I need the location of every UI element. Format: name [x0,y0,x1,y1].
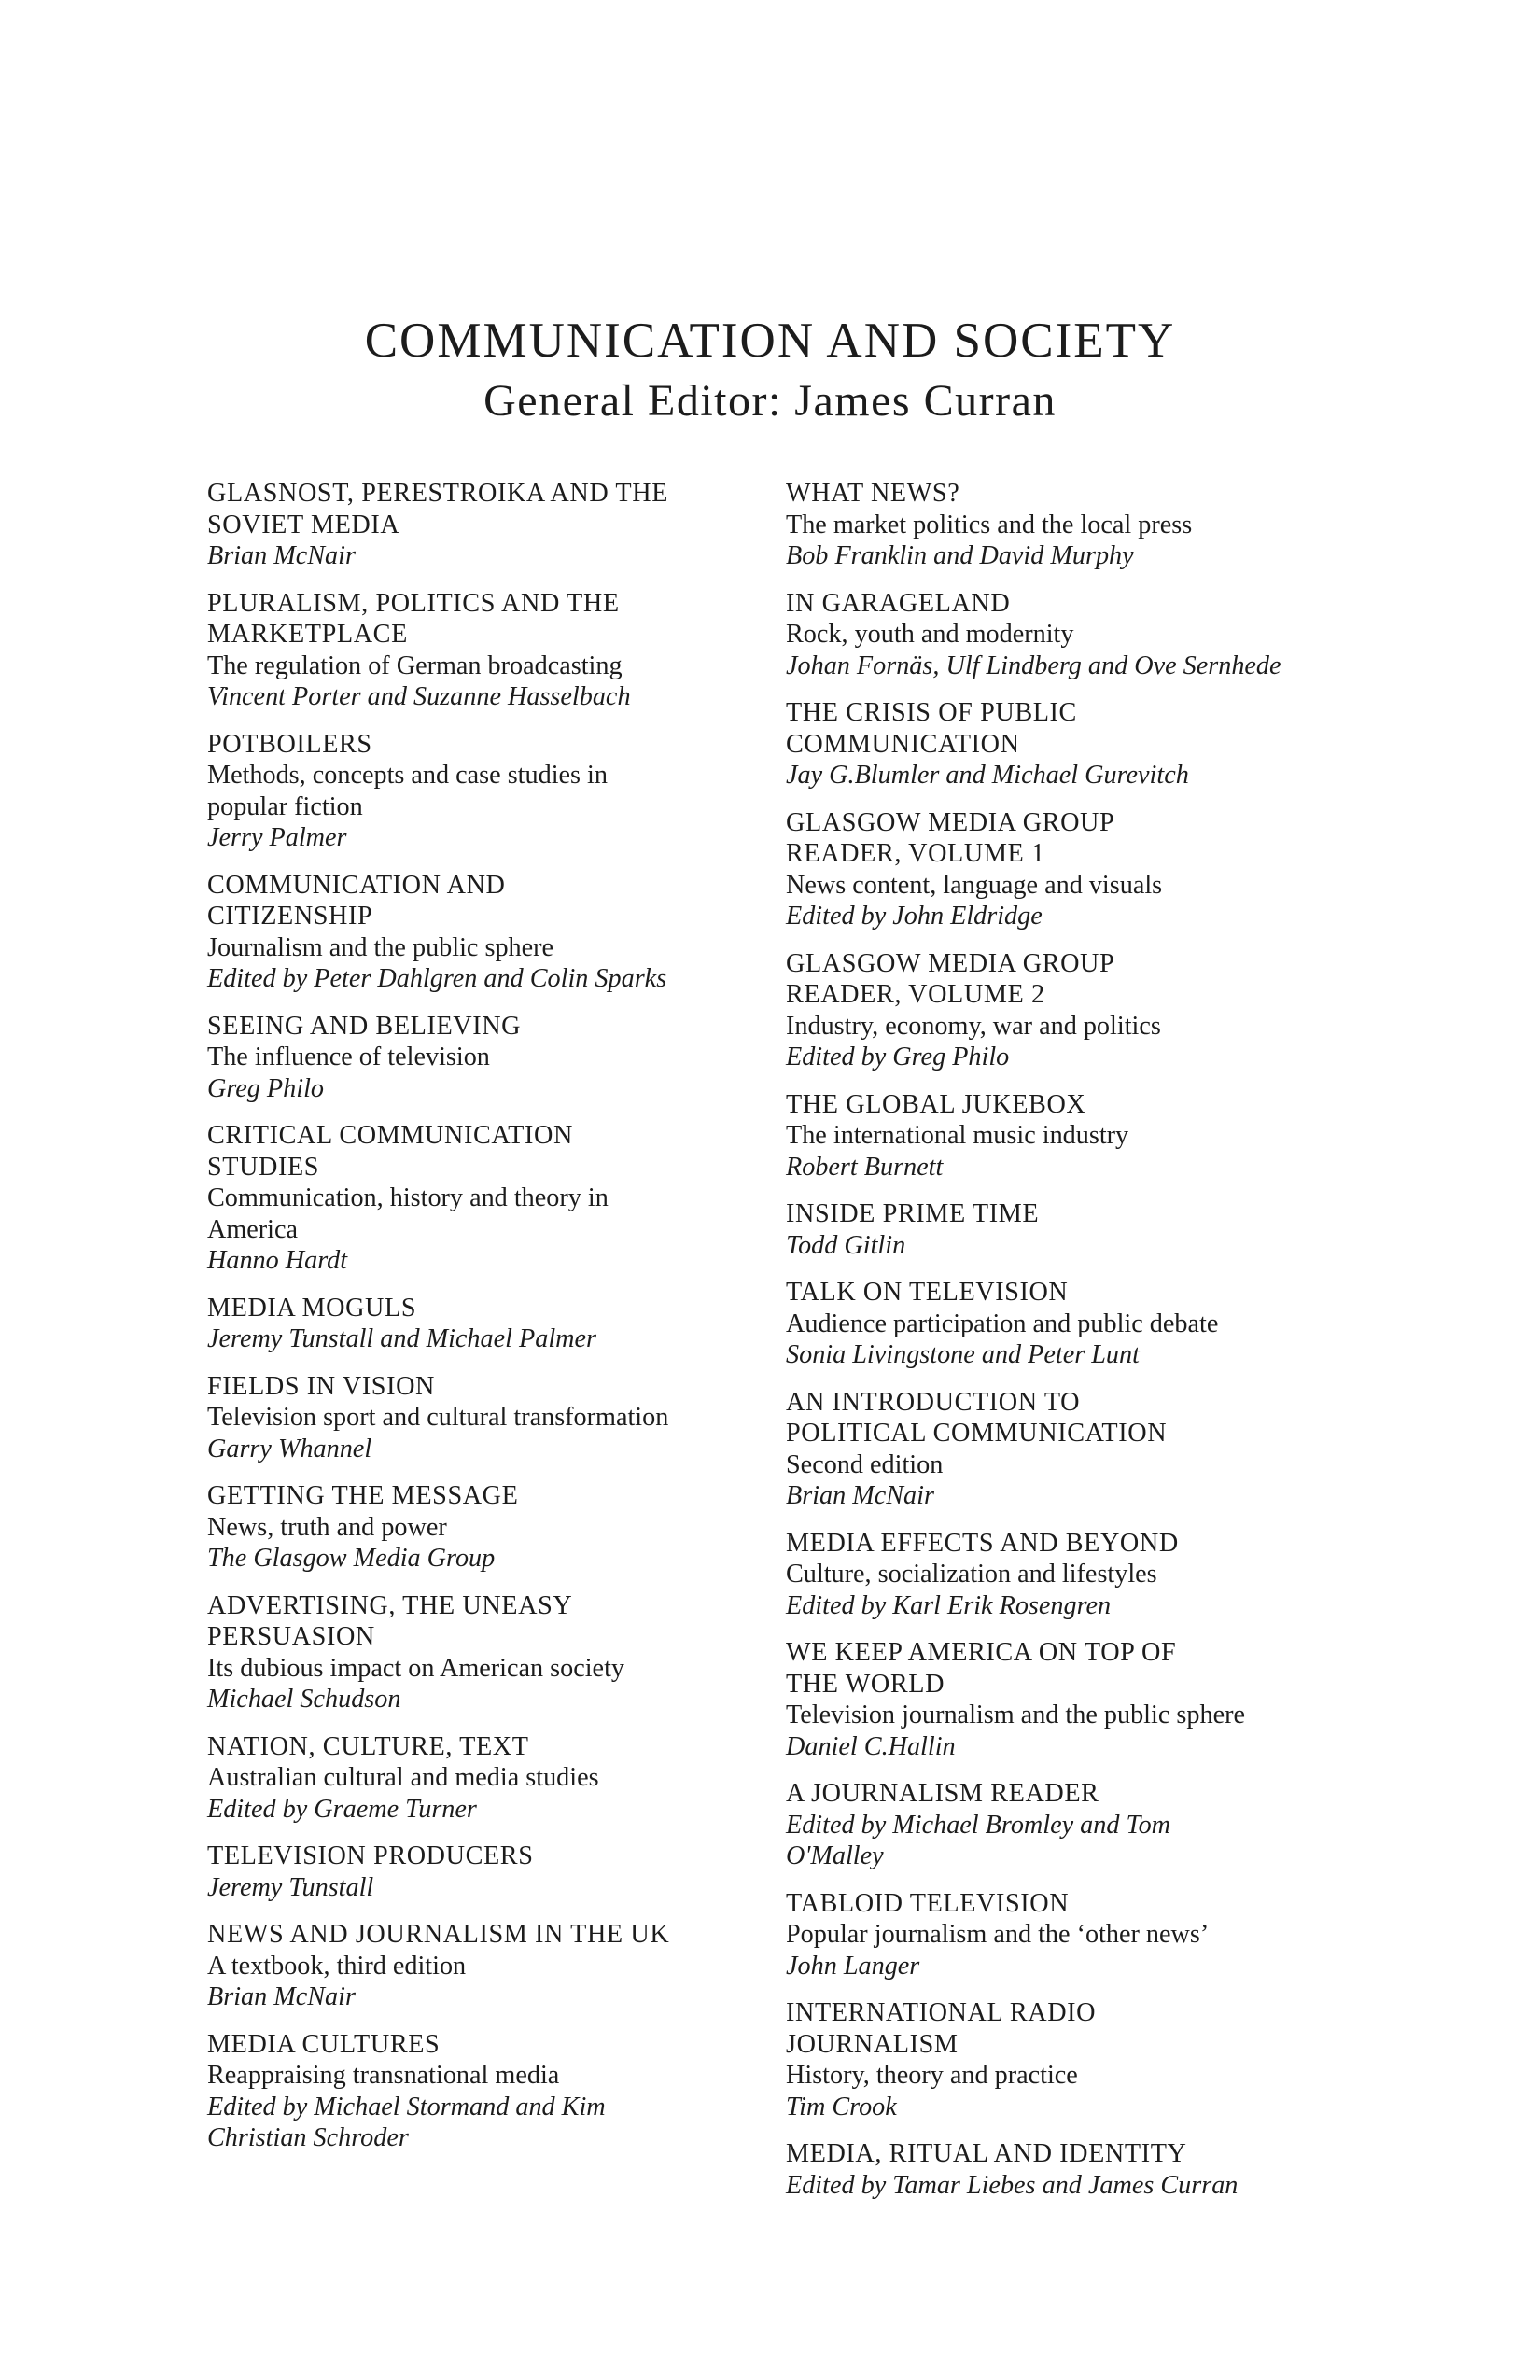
book-author-line: Hanno Hardt [207,1246,348,1275]
book-subtitle-line: The influence of television [207,1043,490,1071]
book-list-right-column [786,478,1383,2217]
book-entry [207,1841,767,1903]
series-title: COMMUNICATION AND SOCIETY [364,314,1176,368]
book-title-line: MEDIA CULTURES [207,2029,441,2059]
book-author-line: Daniel C.Hallin [786,1731,956,1761]
book-title-line: GLASGOW MEDIA GROUP [786,807,1115,837]
book-title-line: SEEING AND BELIEVING [207,1011,522,1041]
book-entry [786,697,1383,791]
book-subtitle-line: America [207,1214,299,1244]
book-author-line: Jeremy Tunstall and Michael Palmer [207,1324,596,1353]
book-author-line: Johan Fornäs, Ulf Lindberg and Ove Sernhede [786,651,1281,680]
book-author-line: Robert Burnett [786,1152,944,1182]
book-entry [207,1480,767,1575]
book-title-line: POTBOILERS [207,729,372,759]
book-title-line: GLASNOST, PERESTROIKA AND THE [207,479,669,508]
book-entry [207,1120,767,1277]
book-title-line: NATION, CULTURE, TEXT [207,1731,529,1761]
book-entry [786,807,1383,932]
book-author-line: Edited by Graeme Turner [207,1794,477,1824]
book-entry [786,1528,1383,1622]
book-entry [786,1778,1383,1872]
book-author-line: Edited by Karl Erik Rosengren [786,1590,1112,1620]
book-author-line: Greg Philo [207,1073,324,1103]
book-author-line: Edited by Tamar Liebes and James Curran [786,2170,1239,2200]
book-author-line: Edited by Greg Philo [786,1043,1010,1071]
book-entry [207,588,767,713]
book-title-line: TALK ON TELEVISION [786,1278,1069,1307]
book-subtitle-line: Australian cultural and media studies [207,1763,599,1792]
book-subtitle-line: Culture, socialization and lifestyles [786,1560,1157,1589]
book-title-line: IN GARAGELAND [786,588,1011,618]
book-subtitle-line: News, truth and power [207,1512,447,1542]
book-title-line: THE WORLD [786,1669,945,1699]
book-title-line: COMMUNICATION [786,729,1020,759]
book-entry [786,1198,1383,1261]
book-subtitle-line: Industry, economy, war and politics [786,1011,1161,1041]
book-subtitle-line: Popular journalism and the ‘other news’ [786,1920,1210,1949]
book-entry [207,729,767,854]
book-entry [786,1888,1383,1982]
book-author-line: Garry Whannel [207,1434,372,1463]
book-entry [207,1293,767,1355]
book-entry [786,1277,1383,1371]
book-title-line: CITIZENSHIP [207,902,373,931]
book-author-line: Edited by Michael Stormand and Kim [207,2092,606,2121]
series-editor: General Editor: James Curran [483,376,1057,426]
book-title-line: READER, VOLUME 2 [786,980,1045,1009]
book-subtitle-line: Television sport and cultural transformation [207,1403,669,1432]
book-author-line: Vincent Porter and Suzanne Hasselbach [207,682,631,711]
book-title-line: NEWS AND JOURNALISM IN THE UK [207,1920,670,1949]
book-title-line: WHAT NEWS? [786,479,960,508]
book-entry [786,1997,1383,2122]
book-author-line: Bob Franklin and David Murphy [786,541,1134,570]
book-subtitle-line: A textbook, third edition [207,1951,467,1981]
book-entry [786,588,1383,682]
book-title-line: THE CRISIS OF PUBLIC [786,698,1077,727]
book-title-line: WE KEEP AMERICA ON TOP OF [786,1638,1177,1667]
book-subtitle-line: The international music industry [786,1121,1129,1150]
book-title-line: CRITICAL COMMUNICATION [207,1121,573,1150]
book-subtitle-line: Rock, youth and modernity [786,620,1074,649]
book-author-line: John Langer [786,1951,920,1981]
book-subtitle-line: News content, language and visuals [786,870,1163,900]
book-title-line: MARKETPLACE [207,620,408,649]
book-subtitle-line: Communication, history and theory in [207,1183,609,1212]
book-entry [207,1371,767,1465]
book-author-line: Jeremy Tunstall [207,1872,374,1902]
book-entry [786,1089,1383,1183]
book-entry [207,2029,767,2154]
book-author-line: Sonia Livingstone and Peter Lunt [786,1340,1140,1369]
book-subtitle-line: Journalism and the public sphere [207,932,554,962]
book-entry [207,1731,767,1826]
book-title-line: INSIDE PRIME TIME [786,1199,1040,1228]
book-title-line: GLASGOW MEDIA GROUP [786,948,1115,978]
book-entry [207,1590,767,1715]
book-title-line: TABLOID TELEVISION [786,1888,1070,1918]
book-title-line: COMMUNICATION AND [207,870,506,900]
book-list-left-column [207,478,767,2170]
book-title-line: FIELDS IN VISION [207,1371,435,1401]
book-title-line: SOVIET MEDIA [207,510,400,539]
book-author-line: Michael Schudson [207,1685,401,1714]
book-author-line: Todd Gitlin [786,1230,906,1260]
book-entry [207,478,767,572]
book-title-line: TELEVISION PRODUCERS [207,1841,534,1870]
book-title-line: A JOURNALISM READER [786,1779,1099,1808]
book-entry [786,2138,1383,2201]
book-subtitle-line: Second edition [786,1449,944,1479]
book-subtitle-line: Methods, concepts and case studies in [207,761,608,790]
book-title-line: PLURALISM, POLITICS AND THE [207,588,620,618]
book-author-line: Brian McNair [207,1982,356,2011]
book-entry [786,948,1383,1073]
book-subtitle-line: The regulation of German broadcasting [207,651,623,680]
book-title-line: AN INTRODUCTION TO [786,1387,1081,1417]
book-entry [207,1919,767,2013]
book-entry [786,478,1383,572]
book-title-line: THE GLOBAL JUKEBOX [786,1089,1086,1119]
book-author-line: Edited by John Eldridge [786,902,1043,931]
book-subtitle-line: Reappraising transnational media [207,2061,560,2090]
book-author-line: Christian Schroder [207,2123,409,2152]
book-entry [207,1011,767,1105]
book-author-line: Jerry Palmer [207,823,347,852]
book-title-line: READER, VOLUME 1 [786,839,1045,868]
book-subtitle-line: The market politics and the local press [786,510,1193,539]
book-subtitle-line: popular fiction [207,791,363,821]
book-title-line: POLITICAL COMMUNICATION [786,1419,1168,1448]
book-subtitle-line: Television journalism and the public sphere [786,1701,1245,1729]
book-author-line: Brian McNair [207,541,356,570]
book-entry [786,1387,1383,1512]
book-author-line: O'Malley [786,1841,884,1870]
book-title-line: PERSUASION [207,1622,375,1651]
book-author-line: Edited by Peter Dahlgren and Colin Sparks [207,964,667,993]
book-entry [207,870,767,995]
book-subtitle-line: Audience participation and public debate [786,1309,1219,1338]
book-title-line: MEDIA MOGULS [207,1293,417,1323]
book-title-line: JOURNALISM [786,2029,959,2059]
book-title-line: MEDIA EFFECTS AND BEYOND [786,1528,1179,1558]
book-author-line: Tim Crook [786,2092,897,2121]
book-title-line: STUDIES [207,1152,320,1182]
book-author-line: Edited by Michael Bromley and Tom [786,1810,1171,1840]
book-title-line: INTERNATIONAL RADIO [786,1998,1097,2027]
book-title-line: MEDIA, RITUAL AND IDENTITY [786,2139,1187,2168]
book-subtitle-line: Its dubious impact on American society [207,1653,624,1683]
book-entry [786,1637,1383,1762]
book-subtitle-line: History, theory and practice [786,2061,1078,2090]
book-author-line: The Glasgow Media Group [207,1544,496,1573]
book-title-line: GETTING THE MESSAGE [207,1481,519,1510]
book-author-line: Brian McNair [786,1481,934,1510]
book-title-line: ADVERTISING, THE UNEASY [207,1590,573,1620]
book-author-line: Jay G.Blumler and Michael Gurevitch [786,761,1189,790]
